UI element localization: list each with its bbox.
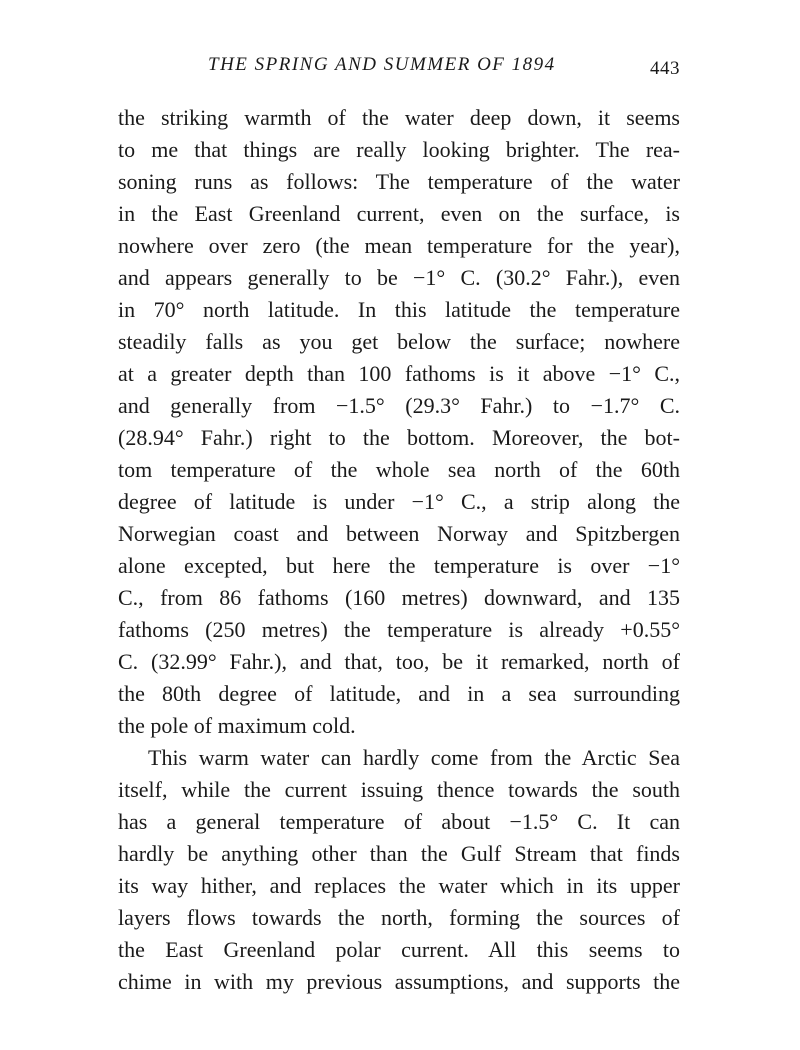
text-line: tom temperature of the whole sea north of the 60th <box>118 457 680 482</box>
text-line: steadily falls as you get below the surface; nowhere <box>118 329 680 354</box>
text-line: the East Greenland polar current. All this seems to <box>118 937 680 962</box>
text-line: nowhere over zero (the mean temperature for the year), <box>118 233 680 258</box>
text-line: chime in with my previous assumptions, and supports the <box>118 969 680 994</box>
text-line: itself, while the current issuing thence towards the south <box>118 777 680 802</box>
text-line: hardly be anything other than the Gulf Stream that finds <box>118 841 680 866</box>
text-line: and appears generally to be −1° C. (30.2° Fahr.), even <box>118 265 680 290</box>
running-title: THE SPRING AND SUMMER OF 1894 <box>208 54 556 75</box>
book-page <box>118 0 680 1050</box>
text-line: alone excepted, but here the temperature is over −1° <box>118 553 680 578</box>
text-line: This warm water can hardly come from the Arctic Sea <box>148 745 680 770</box>
text-line: degree of latitude is under −1° C., a strip along the <box>118 489 680 514</box>
text-line: C. (32.99° Fahr.), and that, too, be it remarked, north of <box>118 649 680 674</box>
running-head <box>118 54 680 84</box>
text-line: the 80th degree of latitude, and in a sea surrounding <box>118 681 680 706</box>
text-line: in 70° north latitude. In this latitude the temperature <box>118 297 680 322</box>
paragraph-1 <box>118 102 680 742</box>
page-number: 443 <box>650 58 680 79</box>
text-line: Norwegian coast and between Norway and Spitzbergen <box>118 521 680 546</box>
text-line: the pole of maximum cold. <box>118 713 356 738</box>
text-line: has a general temperature of about −1.5° C. It can <box>118 809 680 834</box>
body-text <box>118 102 680 998</box>
text-line: and generally from −1.5° (29.3° Fahr.) to −1.7° C. <box>118 393 680 418</box>
text-line: to me that things are really looking brighter. The rea- <box>118 137 680 162</box>
paragraph-2 <box>118 742 680 998</box>
text-line: soning runs as follows: The temperature of the water <box>118 169 680 194</box>
text-line: in the East Greenland current, even on the surface, is <box>118 201 680 226</box>
text-line: its way hither, and replaces the water which in its upper <box>118 873 680 898</box>
text-line: fathoms (250 metres) the temperature is already +0.55° <box>118 617 680 642</box>
text-line: the striking warmth of the water deep down, it seems <box>118 105 680 130</box>
text-line: layers flows towards the north, forming the sources of <box>118 905 680 930</box>
text-line: (28.94° Fahr.) right to the bottom. Moreover, the bot- <box>118 425 680 450</box>
text-line: at a greater depth than 100 fathoms is it above −1° C., <box>118 361 680 386</box>
text-line: C., from 86 fathoms (160 metres) downward, and 135 <box>118 585 680 610</box>
